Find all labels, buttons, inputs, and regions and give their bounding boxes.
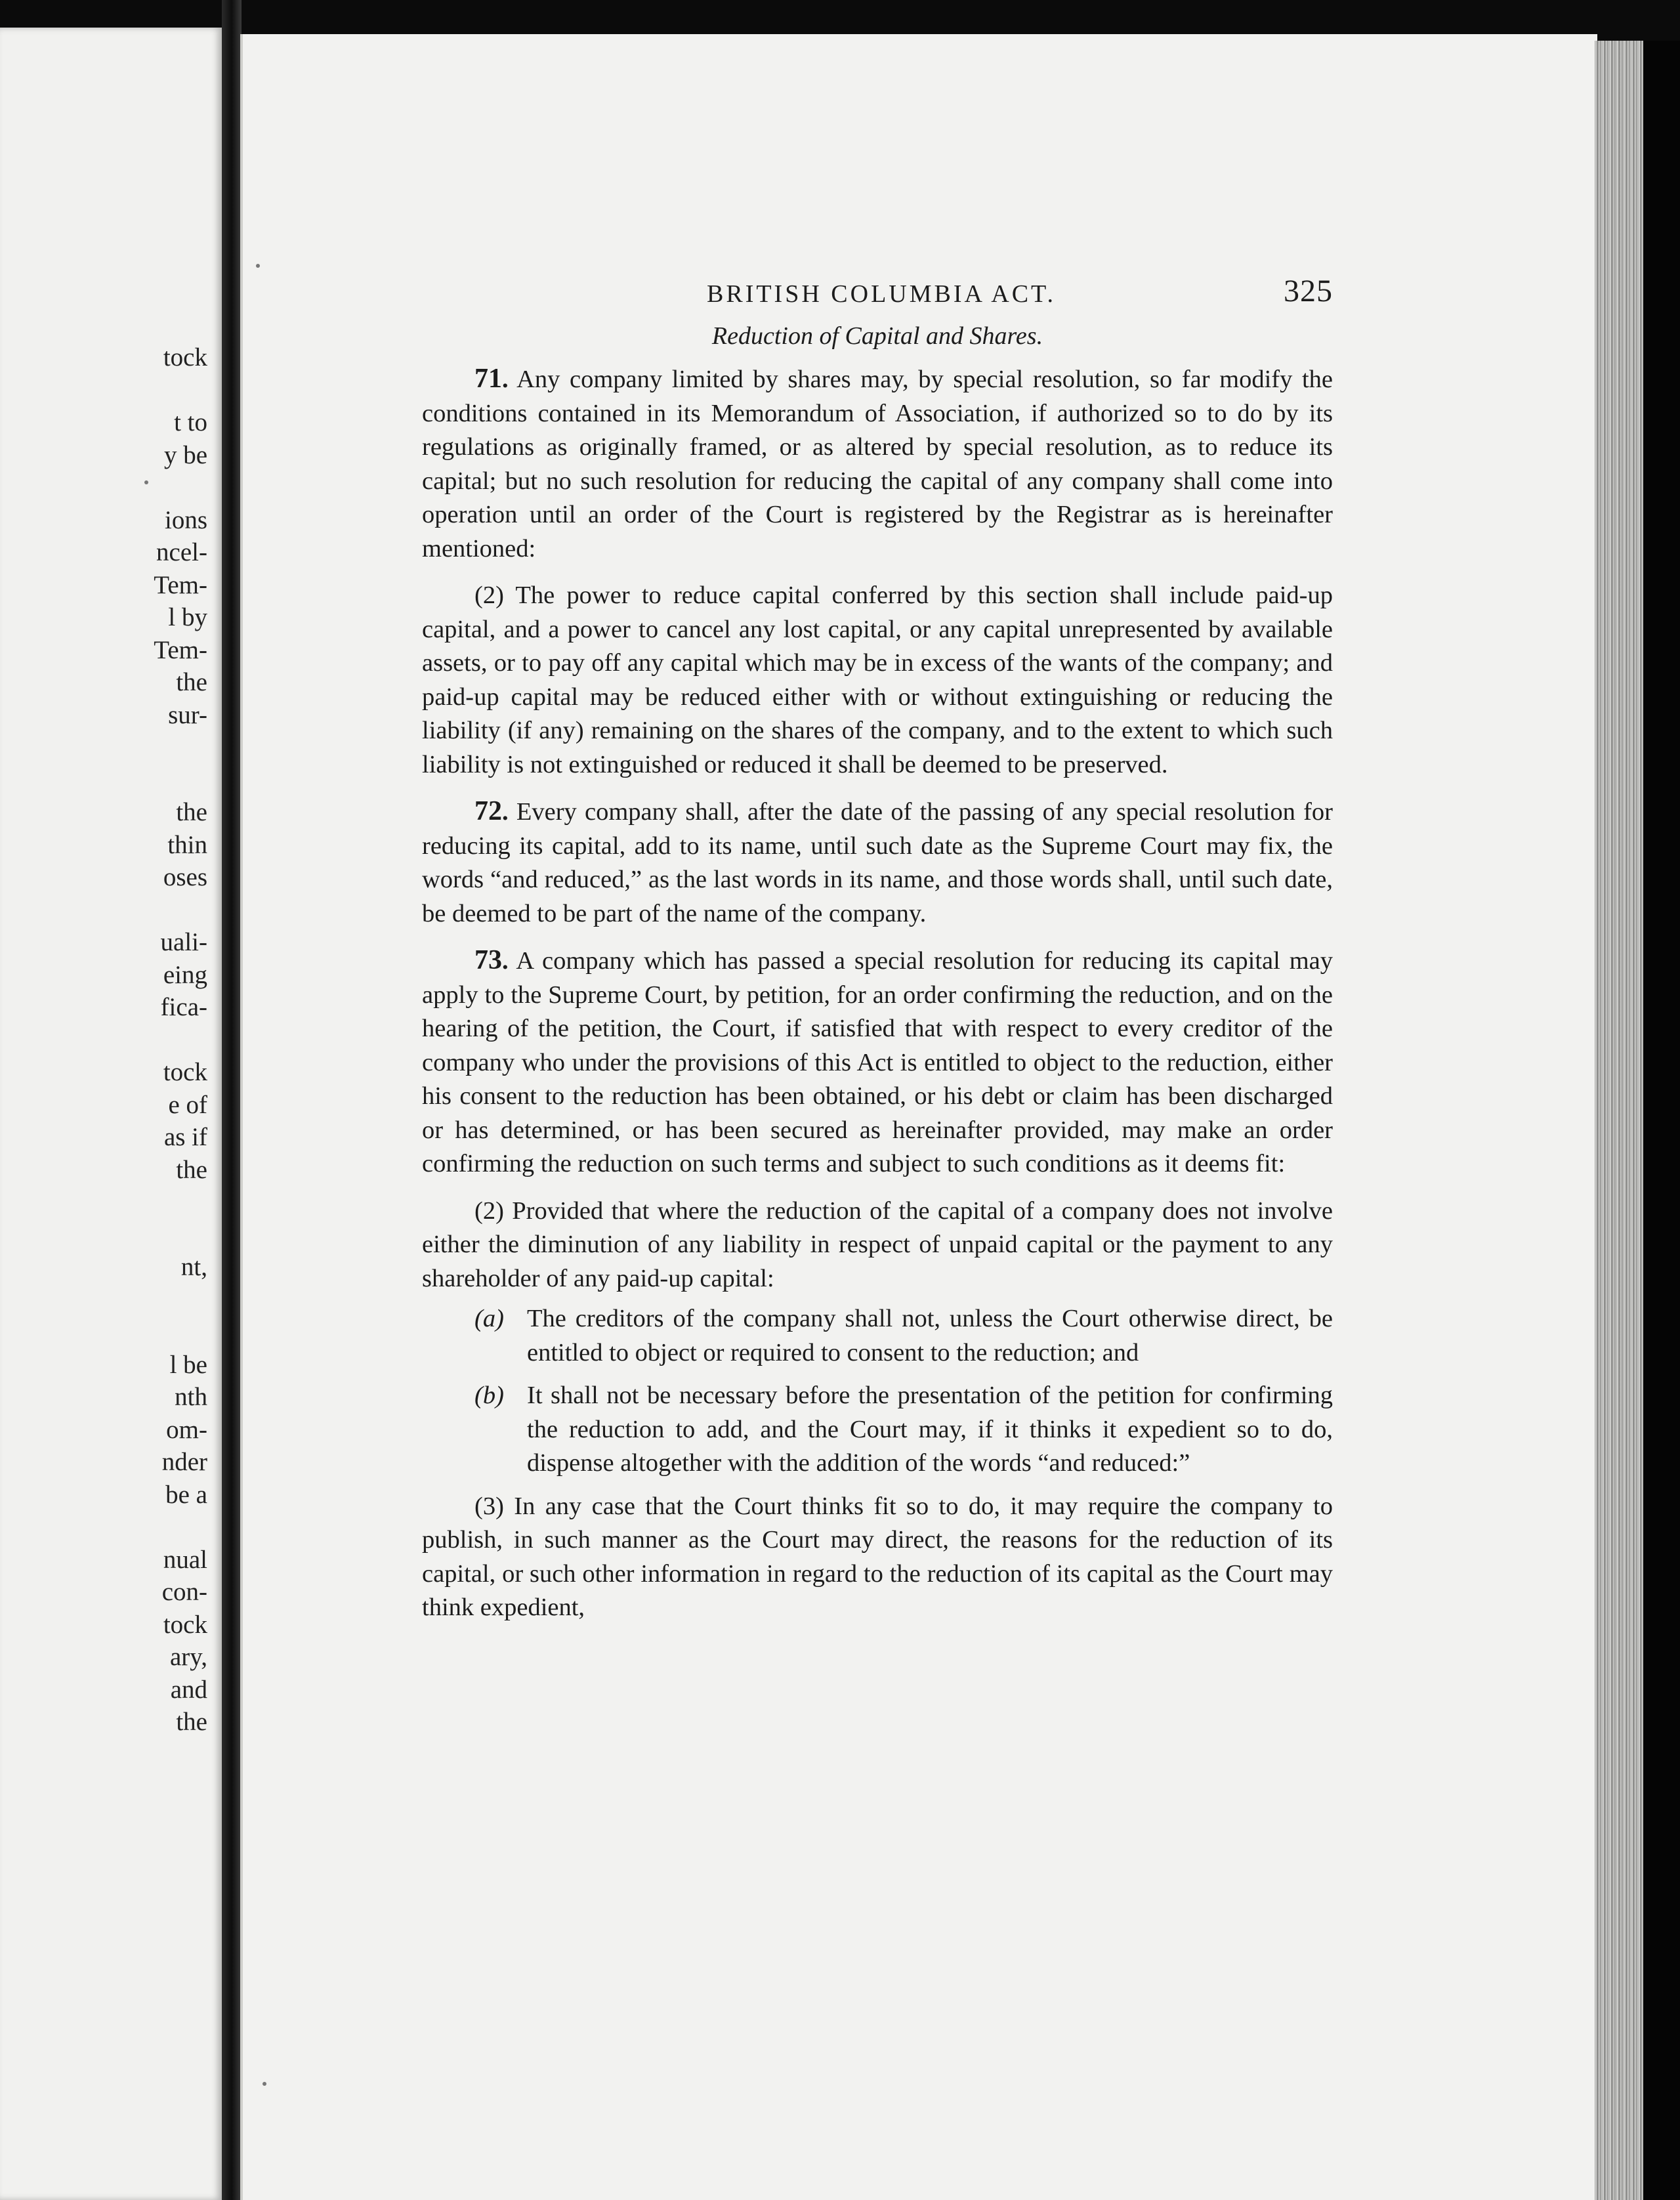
left-page-line: nder	[161, 1448, 207, 1476]
paper-speck	[256, 264, 260, 268]
section-number: 73	[474, 945, 502, 975]
left-page-line: be a	[165, 1480, 207, 1509]
subsection: (3) In any case that the Court thinks fit so to do, it may require the company to publish, in such manner as the Court may direct, the reasons for the reduction of its capital, or such other information in regard to the reduction of its capital as the Court may think expedient,	[422, 1492, 1333, 1621]
left-page-line: Tem-	[154, 635, 207, 664]
left-page-line: ncel-	[156, 538, 207, 566]
page-number: 325	[1284, 274, 1333, 308]
left-page-line: ions	[164, 505, 207, 534]
page-edge-stack	[1595, 41, 1643, 2200]
list-item	[422, 1379, 1333, 1481]
section-text: Any company limited by shares may, by special resolution, so far modify the conditions contained in its Memorandum of Association, if authorized so to do by its regulations as originally framed, or as altered by special resolution, as to reduce its capital; but no such resolution for reducing the capital of any company shall come into operation until an order of the Court is registered by the Registrar as is hereinafter mentioned:	[422, 366, 1333, 562]
left-page-line: nth	[175, 1383, 207, 1411]
left-page-line: the	[176, 1155, 207, 1184]
page-edge-shadow	[1643, 41, 1680, 2200]
left-page-line: l by	[168, 603, 207, 631]
left-page-line: tock	[163, 343, 207, 371]
left-page-line: y be	[163, 440, 207, 469]
running-head	[422, 269, 1333, 315]
proviso: (2) Provided that where the reduction of the capital of a company does not involve either the diminution of any liability in respect of unpaid capital or the payment to any shareholder of any paid-up capital:	[422, 1196, 1333, 1292]
left-page-line: tock	[163, 1058, 207, 1086]
left-page-line: and	[170, 1675, 207, 1704]
left-page-line: the	[176, 1708, 207, 1736]
item-text: The creditors of the company shall not, unless the Court otherwise direct, be entitled to object or required to consent to the reduction; and	[527, 1305, 1333, 1366]
page-content	[422, 269, 1333, 1638]
section-text: Every company shall, after the date of the passing of any special resolution for reducing its capital, add to its name, until such date as the Supreme Court may fix, the words “and reduced,” as the last words in its name, and those words shall, until such date, be deemed to be part of the name of the company.	[422, 798, 1333, 927]
item-mark: (a)	[474, 1305, 504, 1332]
previous-page-fragment	[0, 28, 222, 2200]
item-text: It shall not be necessary before the presentation of the petition for confirming the reduction to add, and the Court may, if it thinks it expedient so to do, dispense altogether with the addition of the words “and reduced:”	[527, 1382, 1333, 1477]
list-item	[422, 1302, 1333, 1370]
left-page-line: oses	[163, 863, 207, 891]
left-page-line: t to	[174, 408, 207, 436]
left-page-line: thin	[167, 830, 207, 859]
left-page-line: ary,	[169, 1643, 207, 1671]
paper-speck	[262, 2082, 266, 2086]
subsection: (2) The power to reduce capital conferred by this section shall include paid-up capital, and a power to cancel any lost capital, or any capital unrepresented by available assets, or to pay off any capital which may be in excess of the wants of the company; and paid-up capital may be reduced either with or without extinguishing or reducing the liability (if any) remaining on the shares of the company, and to the extent to which such liability is not extinguished or reduced it shall be deemed to be preserved.	[422, 582, 1333, 778]
section-text: A company which has passed a special resolution for reducing its capital may apply to the Supreme Court, by petition, for an order confirming the reduction, and on the hearing of the petition, the Court, if satisfied that with respect to every creditor of the company who under the provisions of this Act is entitled to object to the reduction, either his consent to the reduction has been obtained, or his debt or claim has been discharged or has determined, or has been secured as hereinafter provided, may make an order confirming the reduction on such terms and subject to such conditions as it deems fit:	[422, 947, 1333, 1177]
left-page-line: sur-	[168, 700, 207, 729]
left-page-line: e of	[168, 1090, 207, 1119]
left-page-line: l be	[169, 1350, 207, 1379]
left-page-line: tock	[163, 1610, 207, 1639]
section-73: 73. A company which has passed a special resolution for reducing its capital may apply to the Supreme Court, by petition, for an order confirming the reduction, and on the hearing of the petition, the Court, if satisfied that with respect to every creditor of the company who under the provisions of this Act is entitled to object to the reduction, either his consent to the reduction has been obtained, or his debt or claim has been discharged or has determined, or has been secured as hereinafter provided, may make an order confirming the reduction on such terms and subject to such conditions as it deems fit:	[422, 945, 1333, 1177]
running-head-title: BRITISH COLUMBIA ACT.	[707, 280, 1056, 308]
left-page-line: as if	[163, 1123, 207, 1151]
left-page-line: nual	[163, 1545, 207, 1574]
left-page-line: con-	[161, 1578, 207, 1606]
section-72: 72. Every company shall, after the date of the passing of any special resolution for reducing its capital, add to its name, until such date as the Supreme Court may fix, the words “and reduced,” as the last words in its name, and those words shall, until such date, be deemed to be part of the name of the company.	[422, 796, 1333, 927]
left-page-line: fica-	[160, 993, 207, 1021]
left-page-line: the	[176, 798, 207, 826]
section-heading: Reduction of Capital and Shares.	[711, 322, 1043, 350]
section-number: 71	[474, 364, 502, 394]
section-number: 72	[474, 796, 502, 826]
section-71: 71. Any company limited by shares may, by special resolution, so far modify the conditions contained in its Memorandum of Association, if authorized so to do by its regulations as originally framed, or as altered by special resolution, as to reduce its capital; but no such resolution for reducing the capital of any company shall come into operation until an order of the Court is registered by the Registrar as is hereinafter mentioned:	[422, 364, 1333, 562]
left-page-line: om-	[166, 1415, 207, 1444]
left-page-line: uali-	[160, 928, 207, 956]
left-page-line: Tem-	[154, 570, 207, 599]
left-page-line: eing	[163, 960, 207, 989]
paper-speck	[144, 480, 148, 484]
item-mark: (b)	[474, 1382, 504, 1409]
book-gutter	[222, 0, 242, 2200]
left-page-line: the	[176, 668, 207, 696]
left-page-line: nt,	[180, 1253, 207, 1281]
